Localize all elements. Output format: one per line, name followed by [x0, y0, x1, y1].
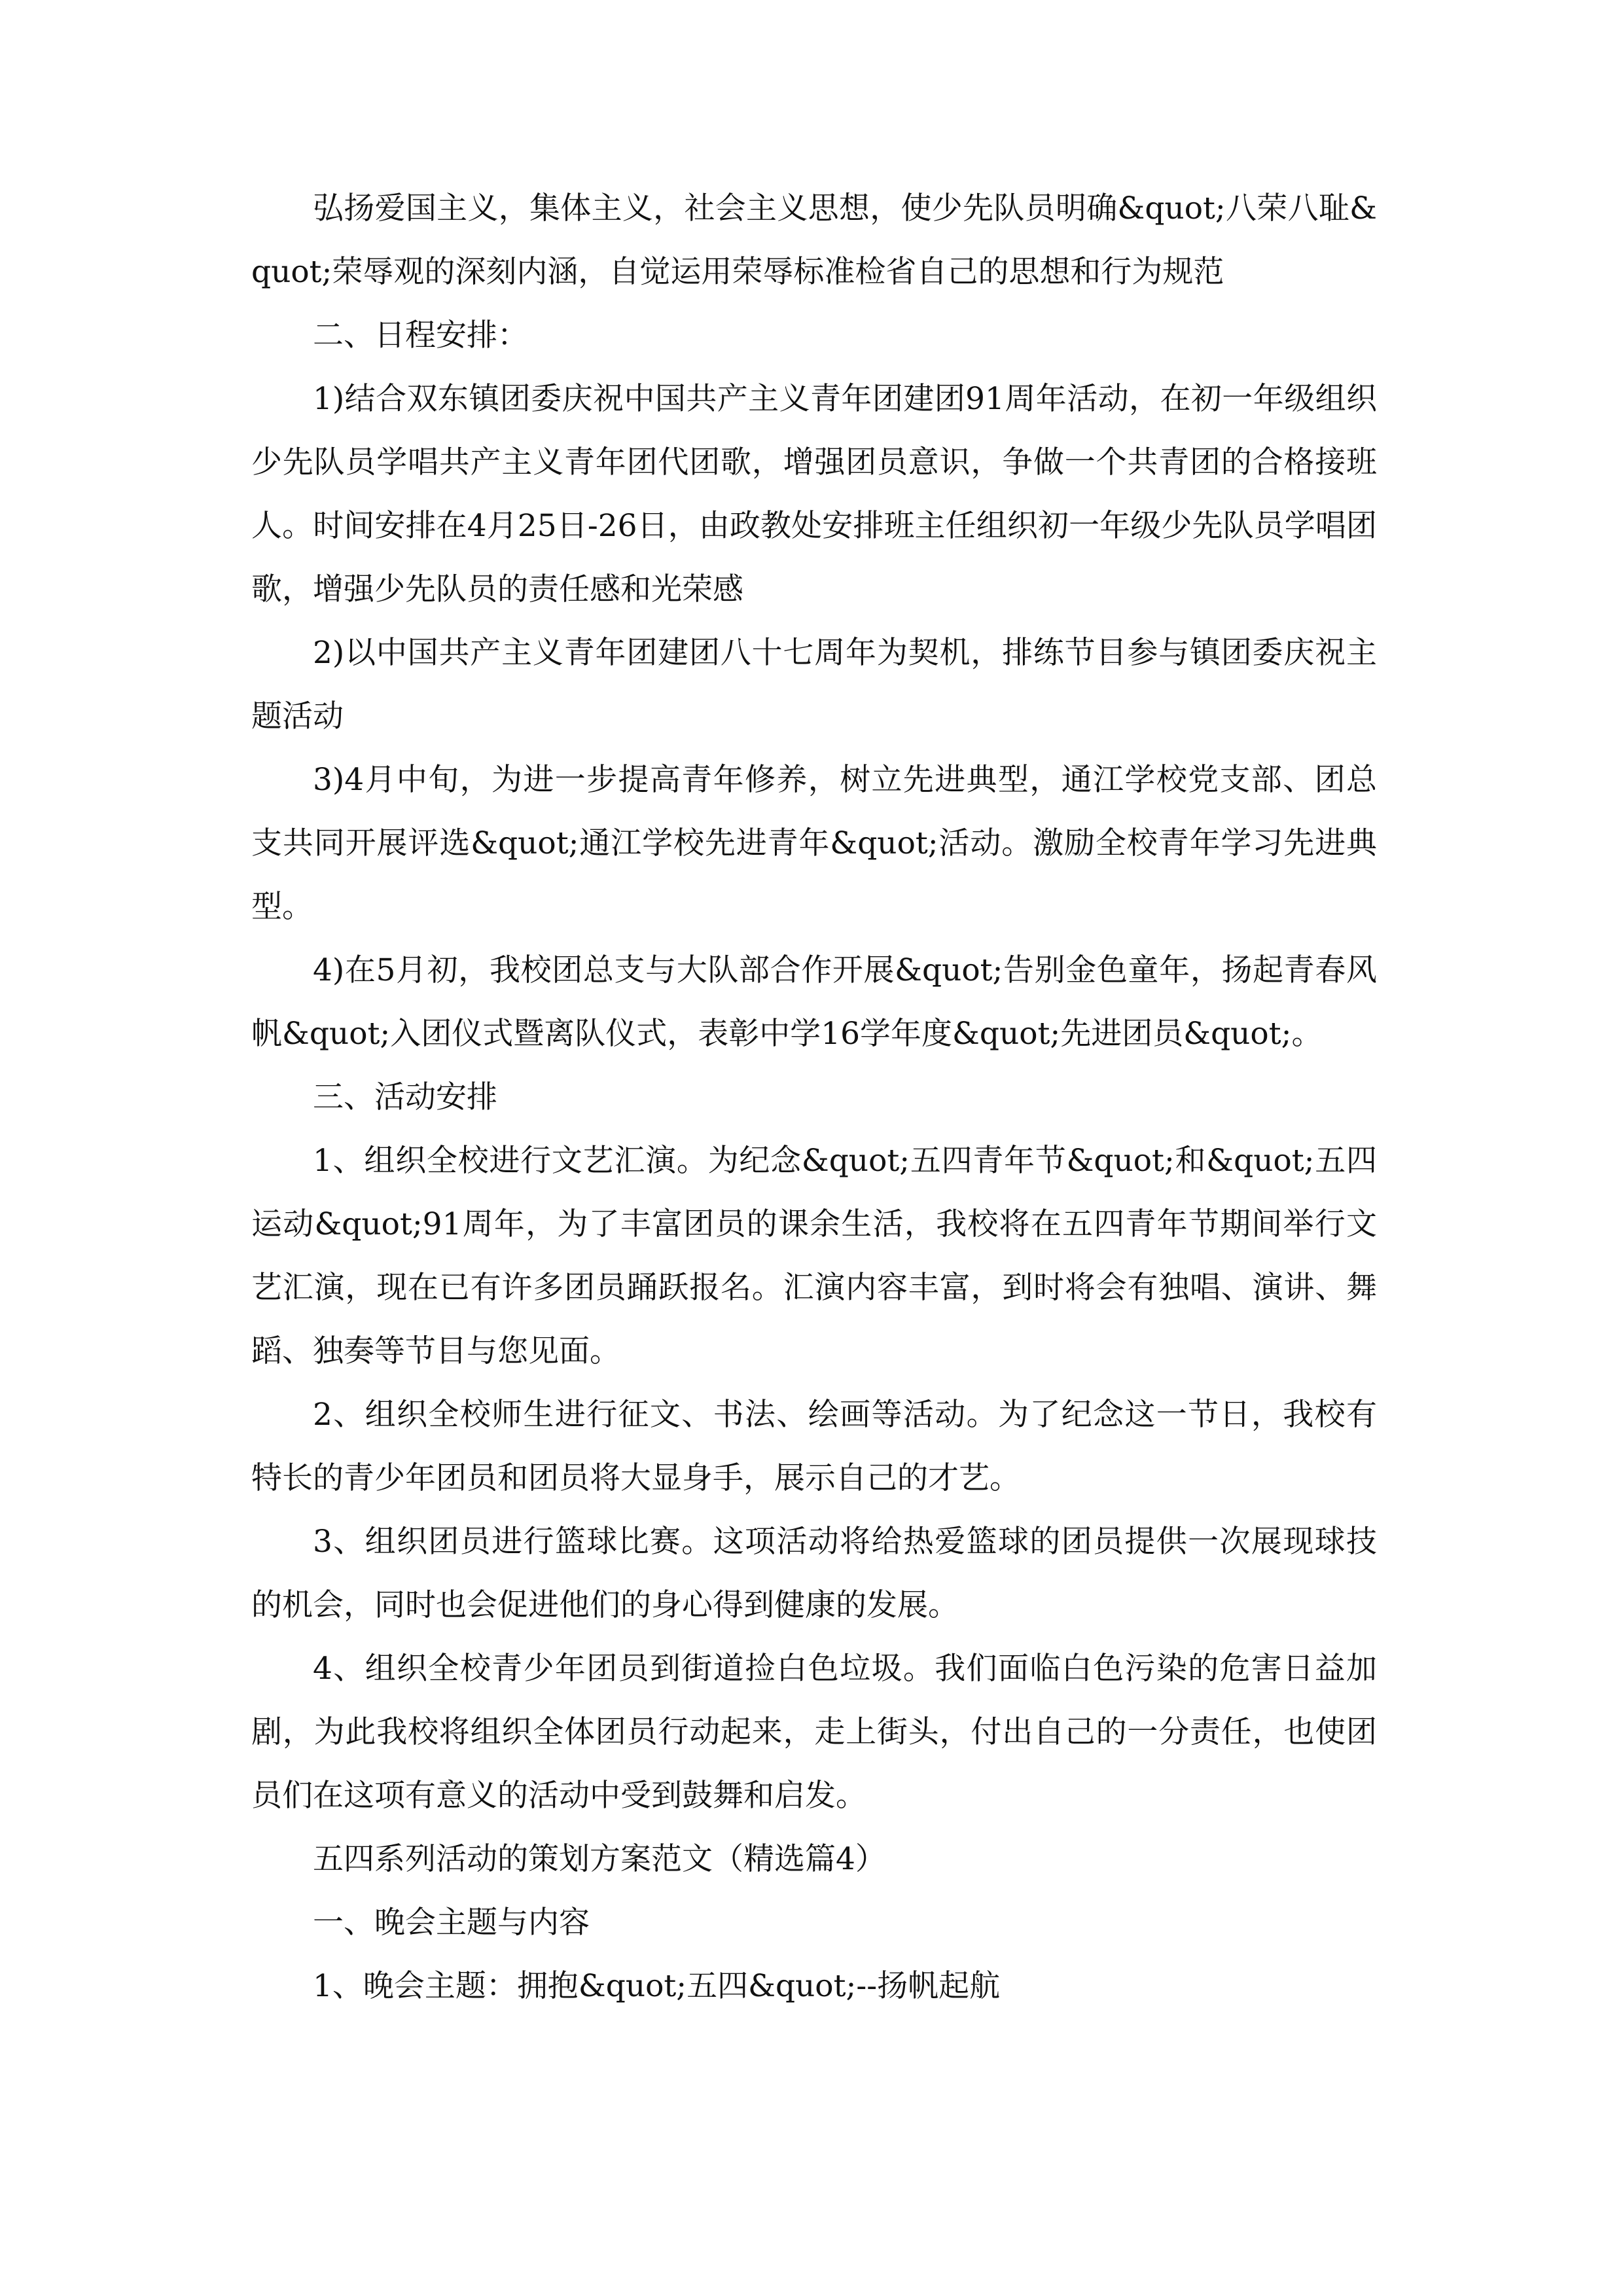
paragraph-activity-2: 2、组织全校师生进行征文、书法、绘画等活动。为了纪念这一节日，我校有特长的青少年团员和团员将大显身手，展示自己的才艺。 [251, 1397, 1377, 1496]
paragraph-activity-1: 1、组织全校进行文艺汇演。为纪念&quot;五四青年节&quot;和&quot;五四运动&quot;91周年，为了丰富团员的课余生活，我校将在五四青年节期间举行文艺汇演，现在已有许多团员踊跃报名。汇演内容丰富，到时将会有独唱、演讲、舞蹈、独奏等节目与您见面。 [251, 1143, 1377, 1369]
document-body [251, 177, 1377, 2018]
paragraph-schedule-2: 2)以中国共产主义青年团建团八十七周年为契机，排练节目参与镇团委庆祝主题活动 [251, 635, 1377, 734]
article-title-part-4: 五四系列活动的策划方案范文（精选篇4） [313, 1841, 886, 1877]
section-heading-schedule: 二、日程安排： [313, 317, 528, 353]
paragraph-schedule-3: 3)4月中旬，为进一步提高青年修养，树立先进典型，通江学校党支部、团总支共同开展评选&quot;通江学校先进青年&quot;活动。激励全校青年学习先进典型。 [251, 762, 1377, 925]
paragraph-schedule-1: 1)结合双东镇团委庆祝中国共产主义青年团建团91周年活动，在初一年级组织少先队员学唱共产主义青年团代团歌，增强团员意识，争做一个共青团的合格接班人。时间安排在4月25日-26日，由政教处安排班主任组织初一年级少先队员学唱团歌，增强少先队员的责任感和光荣感 [251, 381, 1377, 607]
paragraph-schedule-4: 4)在5月初，我校团总支与大队部合作开展&quot;告别金色童年，扬起青春风帆&quot;入团仪式暨离队仪式，表彰中学16学年度&quot;先进团员&quot;。 [251, 952, 1377, 1052]
paragraph-theme-1: 1、晚会主题：拥抱&quot;五四&quot;--扬帆起航 [313, 1968, 1001, 2004]
paragraph-activity-4: 4、组织全校青少年团员到街道捡白色垃圾。我们面临白色污染的危害日益加剧，为此我校将组织全体团员行动起来，走上街头，付出自己的一分责任，也使团员们在这项有意义的活动中受到鼓舞和启发。 [251, 1651, 1377, 1814]
section-heading-activities: 三、活动安排 [313, 1079, 497, 1115]
section-heading-theme: 一、晚会主题与内容 [313, 1905, 590, 1941]
paragraph-activity-3: 3、组织团员进行篮球比赛。这项活动将给热爱篮球的团员提供一次展现球技的机会，同时也会促进他们的身心得到健康的发展。 [251, 1524, 1377, 1623]
paragraph-1: 弘扬爱国主义，集体主义，社会主义思想，使少先队员明确&quot;八荣八耻&quot;荣辱观的深刻内涵，自觉运用荣辱标准检省自己的思想和行为规范 [251, 190, 1377, 290]
